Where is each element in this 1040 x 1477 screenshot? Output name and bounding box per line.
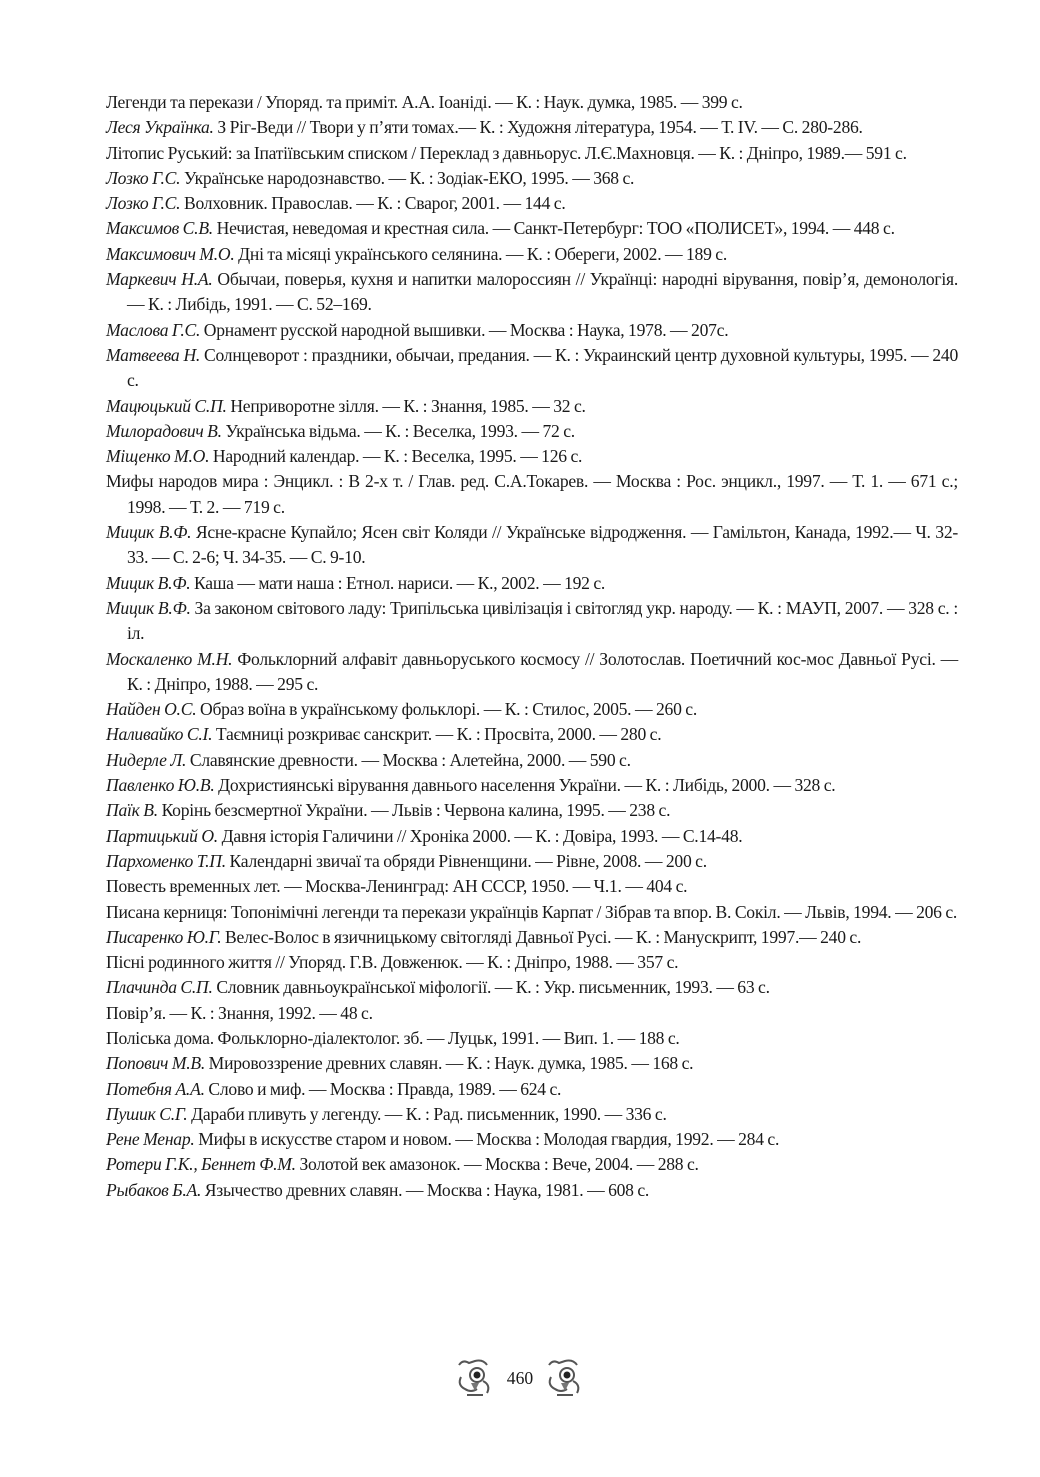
entry-text: Велес-Волос в язичницькому світогляді Давньої Русі. — К. : Манускрипт, 1997.— 240 с. [221, 926, 862, 947]
entry-text: Дохристиянські вірування давнього населення України. — К. : Либідь, 2000. — 328 с. [214, 775, 836, 796]
entry-text: Фольклорний алфавіт давньоруського космосу // Золотослав. Поетичний кос-мос Давньої Русі. — К. : Дніпро, 1988. — 295 с. [127, 648, 958, 694]
bibliography-entry [106, 722, 958, 747]
bibliography-entry [106, 520, 958, 571]
bibliography-entry [106, 950, 958, 975]
bibliography-entry [106, 900, 958, 925]
bibliography-entry [106, 874, 958, 899]
bibliography-entry [106, 343, 958, 394]
bibliography-entry [106, 824, 958, 849]
entry-author: Пушик С.Г. [106, 1103, 188, 1124]
bibliography-entry [106, 216, 958, 241]
bibliography-entry [106, 469, 958, 520]
entry-text: Нечистая, неведомая и крестная сила. — Санкт-Петербург: ТОО «ПОЛИСЕТ», 1994. — 448 с. [212, 218, 895, 239]
entry-author: Нидерле Л. [106, 749, 187, 770]
entry-text: Українська відьма. — К. : Веселка, 1993. — 72 с. [221, 420, 575, 441]
entry-text: Корінь безсмертної України. — Львів : Червона калина, 1995. — 238 с. [157, 800, 671, 821]
entry-text: Солнцеворот : праздники, обычаи, предания. — К. : Украинский центр духовной культуры, 1995. — 240 с. [127, 344, 958, 391]
entry-author: Найден О.С. [106, 699, 197, 720]
entry-text: Образ воїна в українському фольклорі. — К. : Стилос, 2005. — 260 с. [196, 699, 697, 720]
bibliography-entry [106, 748, 958, 773]
entry-text: Мифы народов мира : Энцикл. : В 2-х т. / Глав. ред. С.А.Токарев. — Москва : Рос. энцикл., 1997. — Т. 1. — 671 с.; 1998. — Т. 2. — 719 с. [106, 471, 958, 517]
entry-text: Дараби пливуть у легенду. — К. : Рад. письменник, 1990. — 336 с. [187, 1103, 667, 1124]
entry-author: Пархоменко Т.П. [106, 850, 226, 871]
entry-text: Обычаи, поверья, кухня и напитки малороссиян // Українці: народні вірування, повір’я, демонологія. — К. : Либідь, 1991. — С. 52–169. [127, 269, 959, 315]
bibliography-entry [106, 1178, 958, 1203]
entry-author: Маслова Г.С. [106, 319, 201, 340]
entry-author: Наливайко С.І. [106, 724, 213, 745]
bibliography-entry [106, 444, 958, 469]
entry-text: За законом світового ладу: Трипільська цивілізація і світогляд укр. народу. — К. : МАУП, 2007. — 328 с. : іл. [127, 597, 958, 644]
folk-ornament-right-icon [543, 1355, 587, 1401]
entry-text: Українське народознавство. — К. : Зодіак-ЕКО, 1995. — 368 с. [180, 167, 635, 188]
bibliography-entry [106, 191, 958, 216]
bibliography-entry [106, 697, 958, 722]
entry-text: Пісні родинного життя // Упоряд. Г.В. Довженюк. — К. : Дніпро, 1988. — 357 с. [106, 952, 679, 973]
bibliography-entry [106, 798, 958, 823]
bibliography-entry [106, 90, 958, 115]
bibliography-entry [106, 242, 958, 267]
entry-author: Лозко Г.С. [106, 193, 181, 214]
entry-text: Поліська дома. Фольклорно-діалектолог. зб. — Луцьк, 1991. — Вип. 1. — 188 с. [106, 1027, 680, 1048]
entry-text: Мировоззрение древних славян. — К. : Наук. думка, 1985. — 168 с. [205, 1053, 694, 1074]
entry-author: Мицик В.Ф. [106, 522, 192, 543]
entry-text: Календарні звичаї та обряди Рівненщини. — Рівне, 2008. — 200 с. [225, 850, 707, 871]
entry-text: Словник давньоукраїнської міфології. — К. : Укр. письменник, 1993. — 63 с. [212, 977, 770, 998]
entry-author: Мацюцький С.П. [106, 395, 227, 416]
bibliography-entry [106, 1026, 958, 1051]
entry-author: Мицик В.Ф. [106, 597, 191, 618]
entry-text: Каша — мати наша : Етнол. нариси. — К., 2002. — 192 с. [190, 572, 606, 593]
entry-author: Маркевич Н.А. [106, 269, 213, 290]
entry-author: Максимович М.О. [106, 243, 235, 264]
bibliography-list [106, 90, 958, 1203]
bibliography-entry [106, 115, 958, 140]
entry-text: Неприворотне зілля. — К. : Знання, 1985. — 32 с. [226, 395, 586, 416]
entry-author: Паїк В. [106, 800, 158, 821]
entry-text: З Ріг-Веди // Твори у п’яти томах.— К. : Художня література, 1954. — Т. IV. — С. 280-286. [213, 117, 863, 138]
bibliography-entry [106, 1077, 958, 1102]
bibliography-entry [106, 419, 958, 444]
entry-author: Матвеева Н. [106, 344, 201, 365]
entry-author: Міщенко М.О. [106, 446, 210, 467]
entry-author: Потебня А.А. [106, 1078, 205, 1099]
bibliography-entry [106, 1001, 958, 1026]
entry-author: Попович М.В. [106, 1053, 206, 1074]
entry-author: Леся Українка. [106, 117, 214, 138]
bibliography-entry [106, 318, 958, 343]
entry-author: Плачинда С.П. [106, 977, 213, 998]
entry-text: Орнамент русской народной вышивки. — Москва : Наука, 1978. — 207с. [200, 319, 729, 340]
bibliography-entry [106, 267, 958, 318]
bibliography-entry [106, 1051, 958, 1076]
entry-text: Язычество древних славян. — Москва : Наука, 1981. — 608 с. [201, 1179, 650, 1200]
page-number: 460 [506, 1367, 534, 1388]
entry-text: Давня історія Галичини // Хроніка 2000. — К. : Довіра, 1993. — С.14-48. [217, 825, 743, 846]
entry-author: Ротери Г.К., Беннет Ф.М. [106, 1154, 296, 1175]
bibliography-entry [106, 571, 958, 596]
bibliography-entry [106, 773, 958, 798]
bibliography-entry [106, 1102, 958, 1127]
entry-author: Павленко Ю.В. [106, 775, 215, 796]
entry-text: Повір’я. — К. : Знання, 1992. — 48 с. [106, 1002, 373, 1023]
entry-author: Партицький О. [106, 825, 218, 846]
entry-author: Рене Менар. [106, 1129, 195, 1150]
page-footer [0, 1355, 1040, 1401]
bibliography-entry [106, 975, 958, 1000]
entry-author: Лозко Г.С. [106, 167, 181, 188]
bibliography-entry [106, 166, 958, 191]
folk-ornament-left-icon [453, 1355, 497, 1401]
bibliography-entry [106, 394, 958, 419]
entry-author: Милорадович В. [106, 420, 222, 441]
entry-author: Мицик В.Ф. [106, 572, 191, 593]
bibliography-entry [106, 925, 958, 950]
entry-text: Мифы в искусстве старом и новом. — Москва : Молодая гвардия, 1992. — 284 с. [194, 1129, 780, 1150]
bibliography-entry [106, 1152, 958, 1177]
entry-text: Таємниці розкриває санскрит. — К. : Просвіта, 2000. — 280 с. [212, 724, 662, 745]
entry-text: Дні та місяці українського селянина. — К. : Обереги, 2002. — 189 с. [234, 243, 727, 264]
entry-text: Волховник. Православ. — К. : Сварог, 2001. — 144 с. [180, 193, 566, 214]
bibliography-entry [106, 1127, 958, 1152]
entry-text: Народний календар. — К. : Веселка, 1995. — 126 с. [209, 446, 583, 467]
entry-text: Золотой век амазонок. — Москва : Вече, 2004. — 288 с. [295, 1154, 699, 1175]
entry-text: Легенди та перекази / Упоряд. та приміт. А.А. Іоаніді. — К. : Наук. думка, 1985. — 399 с. [106, 92, 743, 112]
entry-text: Писана керниця: Топонімічні легенди та перекази українців Карпат / Зібрав та впор. В. Сокіл. — Львів, 1994. — 206 с. [106, 901, 958, 922]
entry-text: Слово и миф. — Москва : Правда, 1989. — 624 с. [204, 1078, 562, 1099]
entry-author: Москаленко М.Н. [106, 648, 233, 669]
entry-author: Писаренко Ю.Г. [106, 926, 222, 947]
bibliography-entry [106, 647, 958, 698]
bibliography-entry [106, 141, 958, 166]
entry-text: Ясне-красне Купайло; Ясен світ Коляди // Українське відродження. — Гамільтон, Канада, 1992.— Ч. 32-33. — С. 2-6; Ч. 34-35. — С. 9-10. [127, 522, 958, 568]
entry-author: Рыбаков Б.А. [106, 1179, 202, 1200]
bibliography-entry [106, 849, 958, 874]
bibliography-entry [106, 596, 958, 647]
entry-author: Максимов С.В. [106, 218, 213, 239]
entry-text: Славянские древности. — Москва : Алетейна, 2000. — 590 с. [186, 749, 631, 770]
entry-text: Літопис Руський: за Іпатіївським списком / Переклад з давньорус. Л.Є.Махновця. — К. : Дніпро, 1989.— 591 с. [106, 142, 907, 163]
entry-text: Повесть временных лет. — Москва-Ленинград: АН СССР, 1950. — Ч.1. — 404 с. [106, 876, 688, 897]
